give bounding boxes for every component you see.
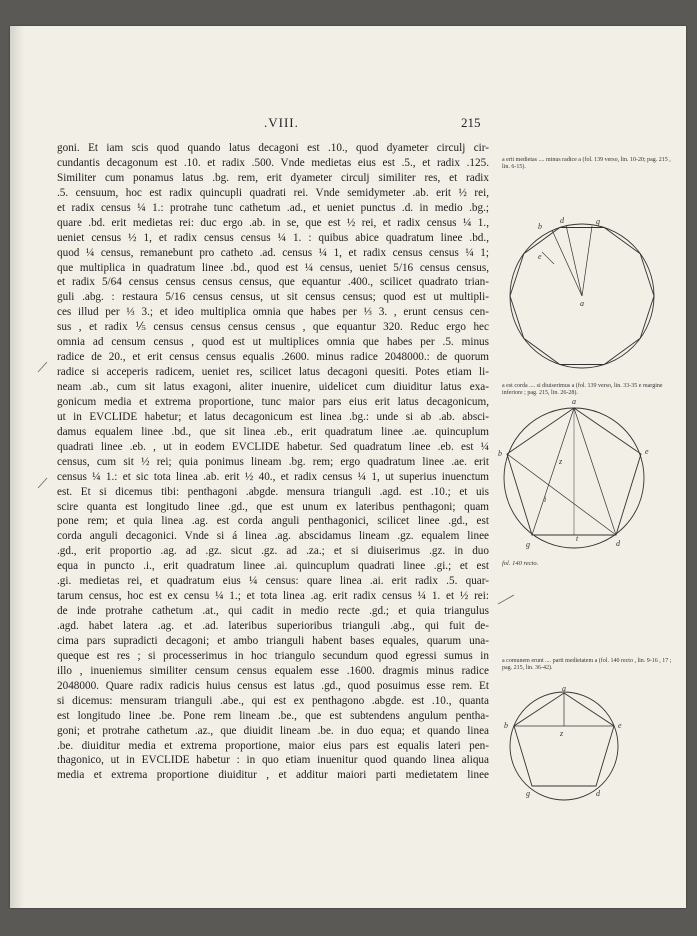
fig3-label: b [504, 721, 508, 730]
text-line: radice si acceperis radicem, ueniet res, scilicet latus decagoni quesiti. Potes etiam li- [57, 366, 489, 379]
text-line: gonicum media et extrema proportione, tunc maior pars eius erit latus decagonicum, [57, 395, 489, 408]
margin-note-2: a est corda .... si diuiserimus a (fol. 139 verso, lin. 33-35 e margine inferiore ; pag. 215, lin. 26-28). [502, 383, 663, 397]
fig3-label: a [562, 684, 566, 693]
text-line: Similiter cum ponamus latus .bg. rem, erit dyameter circulj similiter res, et radix [57, 171, 489, 184]
fig3-label: g [526, 789, 530, 798]
text-line: goni. Et iam scis quod quando latus decagoni est .10., quod dyameter circulj cir- [57, 142, 489, 154]
fig1-label: b [538, 222, 542, 231]
text-line: thagonico, ut in EVCLIDE habetur : in quo etiam inuenitur quod quando linea aliqua [57, 754, 489, 767]
text-line: tarum census, hoc est ex censu ¼ 1.; et tota linea .ag. erit radix census ¼ 1. et ½ rei: [57, 590, 489, 603]
fig2-label: a [572, 397, 576, 406]
fig1-label: g [596, 217, 600, 226]
body-text [57, 141, 489, 783]
page-gutter-shadow [10, 26, 24, 908]
text-line: sus , et radix ⅕ census census census census , que equantur 320. Reduc ergo hec [57, 321, 489, 334]
text-line: equa in puncto .i., erit quadratum linee .ai. quincuplum quadrati linee .gi.; et est [57, 560, 489, 573]
pencil-mark [496, 592, 516, 606]
fig2-label: g [526, 540, 530, 549]
fig1-label: a [580, 299, 584, 308]
text-line: et radix census ¼ 1.: protrahe tunc cathetum .ad., et ueniet punctus .d. in medio .bg.; [57, 201, 489, 214]
text-line: queque est res ; si processerimus in hoc triangulo secundum quod egressi sumus in [57, 649, 489, 662]
text-line: .gi. medietas rei, et quadratum eius ¼ census: quare linea .ai. erit radix .5. quar- [57, 575, 489, 588]
text-line: que multiplica in quadratum linee .bd., quod est ¼ census, ueniet 5/16 census census, [57, 261, 489, 274]
text-line: media et extrema proportione diuiditur , et additur maiori parti medietatem linee [57, 769, 489, 782]
margin-note-3: a comunem erunt .... parti medietatem a (fol. 140 recto , lin. 9-16 , 17 ; pag. 215, lin. 36-42). [502, 658, 672, 672]
fig1-label: d [560, 216, 564, 225]
fig1-label: e [538, 252, 542, 261]
fig2-label: e [645, 447, 649, 456]
text-line: scire quanta est longitudo linee .gd., que est unum ex lateribus penthagoni; quam [57, 500, 489, 513]
text-line: guli .abg. : restaura 5/16 census census, ut sit census census; quod est ut multipli- [57, 291, 489, 304]
text-line: omnia ad censum census , quod est ut multiplices omnia que habes per .5. minus [57, 336, 489, 349]
text-line: ueniet census ½ 1, et radix census census ¼ 1. : quibus abice quadratum linee .bd., [57, 231, 489, 244]
page-number: 215 [461, 115, 481, 130]
text-line: .agd. habet latera .ag. et .ad. lateribus superioribus trianguli .abg., qui fuit de- [57, 620, 489, 632]
text-line: .5. censuum, hoc est radix quincupli quadrati rei. Vnde semidymeter .ab. erit ½ rei, [57, 186, 489, 199]
text-line: radice de 20., et erit census census equalis .2600. minus radice 2048000.: de quorum [57, 351, 489, 364]
text-line: cima pars supradicti decagoni; et ambo trianguli habent bases equales, quarum una- [57, 634, 489, 647]
fig2-label: z [559, 457, 563, 466]
book-page [10, 26, 686, 908]
fig3-label: z [560, 729, 564, 738]
text-line: et radix 5/64 census census census census, que equantur .400., scilicet quadrato trian- [57, 276, 489, 289]
pencil-mark [36, 476, 50, 490]
fig2-label: t [576, 534, 579, 543]
fig3-label: d [596, 789, 600, 798]
text-line: goni; et protrahe cathetum .az., que diuidit lineam .be. in duo equa; et quando linea [57, 724, 489, 737]
figure-decagon [502, 214, 680, 369]
fig2-label: d [616, 539, 620, 548]
page-header [10, 115, 686, 131]
text-line: est. Et si dicemus tibi: penthagoni .abgde. mensura trianguli .agd. est .10.; et uis [57, 485, 489, 498]
text-line: quadrati linee .eb. , ut in eodem EVCLIDE habetur. Sed quadratum linee .eb. est ¼ [57, 440, 489, 453]
text-line: ces illud per ⅓ 3.; et ideo multiplica omnia que habes per ⅓ 3. , erunt census cen- [57, 306, 489, 319]
text-line: .be. diuiditur media et extrema proportione, maior eius pars est equalis lateri pen- [57, 739, 489, 752]
running-head: .VIII. [264, 115, 299, 130]
text-line: .gd., erit proportio .ag. ad .gz. sicut .gz. ad .za.; et si diuiserimus .gz. in duo [57, 545, 489, 558]
pencil-mark [36, 360, 50, 374]
text-line: pone rem; et quia linea .ag. est corda anguli penthagonici, scilicet linee .gd., est [57, 515, 489, 528]
text-line: census ¼ 1.: et sic tota linea .ab. erit ½ 40., et radix census ¼ 1, ut superius inuenctum [57, 470, 489, 483]
text-line: quare .bd. erit medietas rei: duc ergo .ab. in se, que est ½ rei, et radix census ¼ 1., [57, 216, 489, 229]
text-line: illo , inueniemus similiter censum census equalem esse .1600. dragmis minus radice [57, 664, 489, 677]
figure-pentagon-2 [502, 686, 680, 796]
text-line: damus equalem linee .bd., que sit linea .eb., erit quadratum linee .ae. quincuplum [57, 425, 489, 438]
text-line: de inde protrahe cathetum .at., qui cadit in medio recte .gd.; et quia triangulus [57, 605, 489, 618]
figure-caption: fol. 140 recto. [502, 560, 539, 567]
fig3-label: e [618, 721, 622, 730]
text-line: quod ¼ census, remanebunt pro catheto .ad. census ¼ 1, et radix census census ¼ 1; [57, 246, 489, 259]
text-line: si dicemus: mensuram trianguli .abe., qui est ex penthagono .abgde. est .10., quanta [57, 694, 489, 707]
text-line: est longitudo linee .be. Pone rem lineam .be., que est subtendens angulum pentha- [57, 709, 489, 722]
figure-pentagon-1 [498, 397, 680, 558]
fig2-label: b [498, 449, 502, 458]
text-line: census, cum sit ½ rei; quia ponimus lineam .bg. rem; ergo quadratum linee .ae. erit [57, 455, 489, 468]
text-line: corda anguli decagonici. Vnde si á linea .ag. abscidamus lineam .gz. equalem linee [57, 530, 489, 543]
text-line: ut in EVCLIDE habetur; et latus decagonicum est linea .bg.: unde si ab .ab. absci- [57, 410, 489, 423]
text-line: neam .ab., cum sit latus exagoni, aliter inuenire, uidelicet cum diuiditur latus exa- [57, 381, 489, 393]
fig2-label: i [544, 495, 547, 504]
margin-note-1: a erit medietas .... minus radice a (fol. 139 verso, lin. 10-20; pag. 215 , lin. 6-15). [502, 157, 671, 171]
text-line: cundantis decagonum est .10. et radix .500. Vnde medietas eius est .5., et radix .125. [57, 156, 489, 169]
text-line: 2048000. Quare radix radicis huius census est latus .gd., quod posuimus esse rem. Et [57, 679, 489, 692]
